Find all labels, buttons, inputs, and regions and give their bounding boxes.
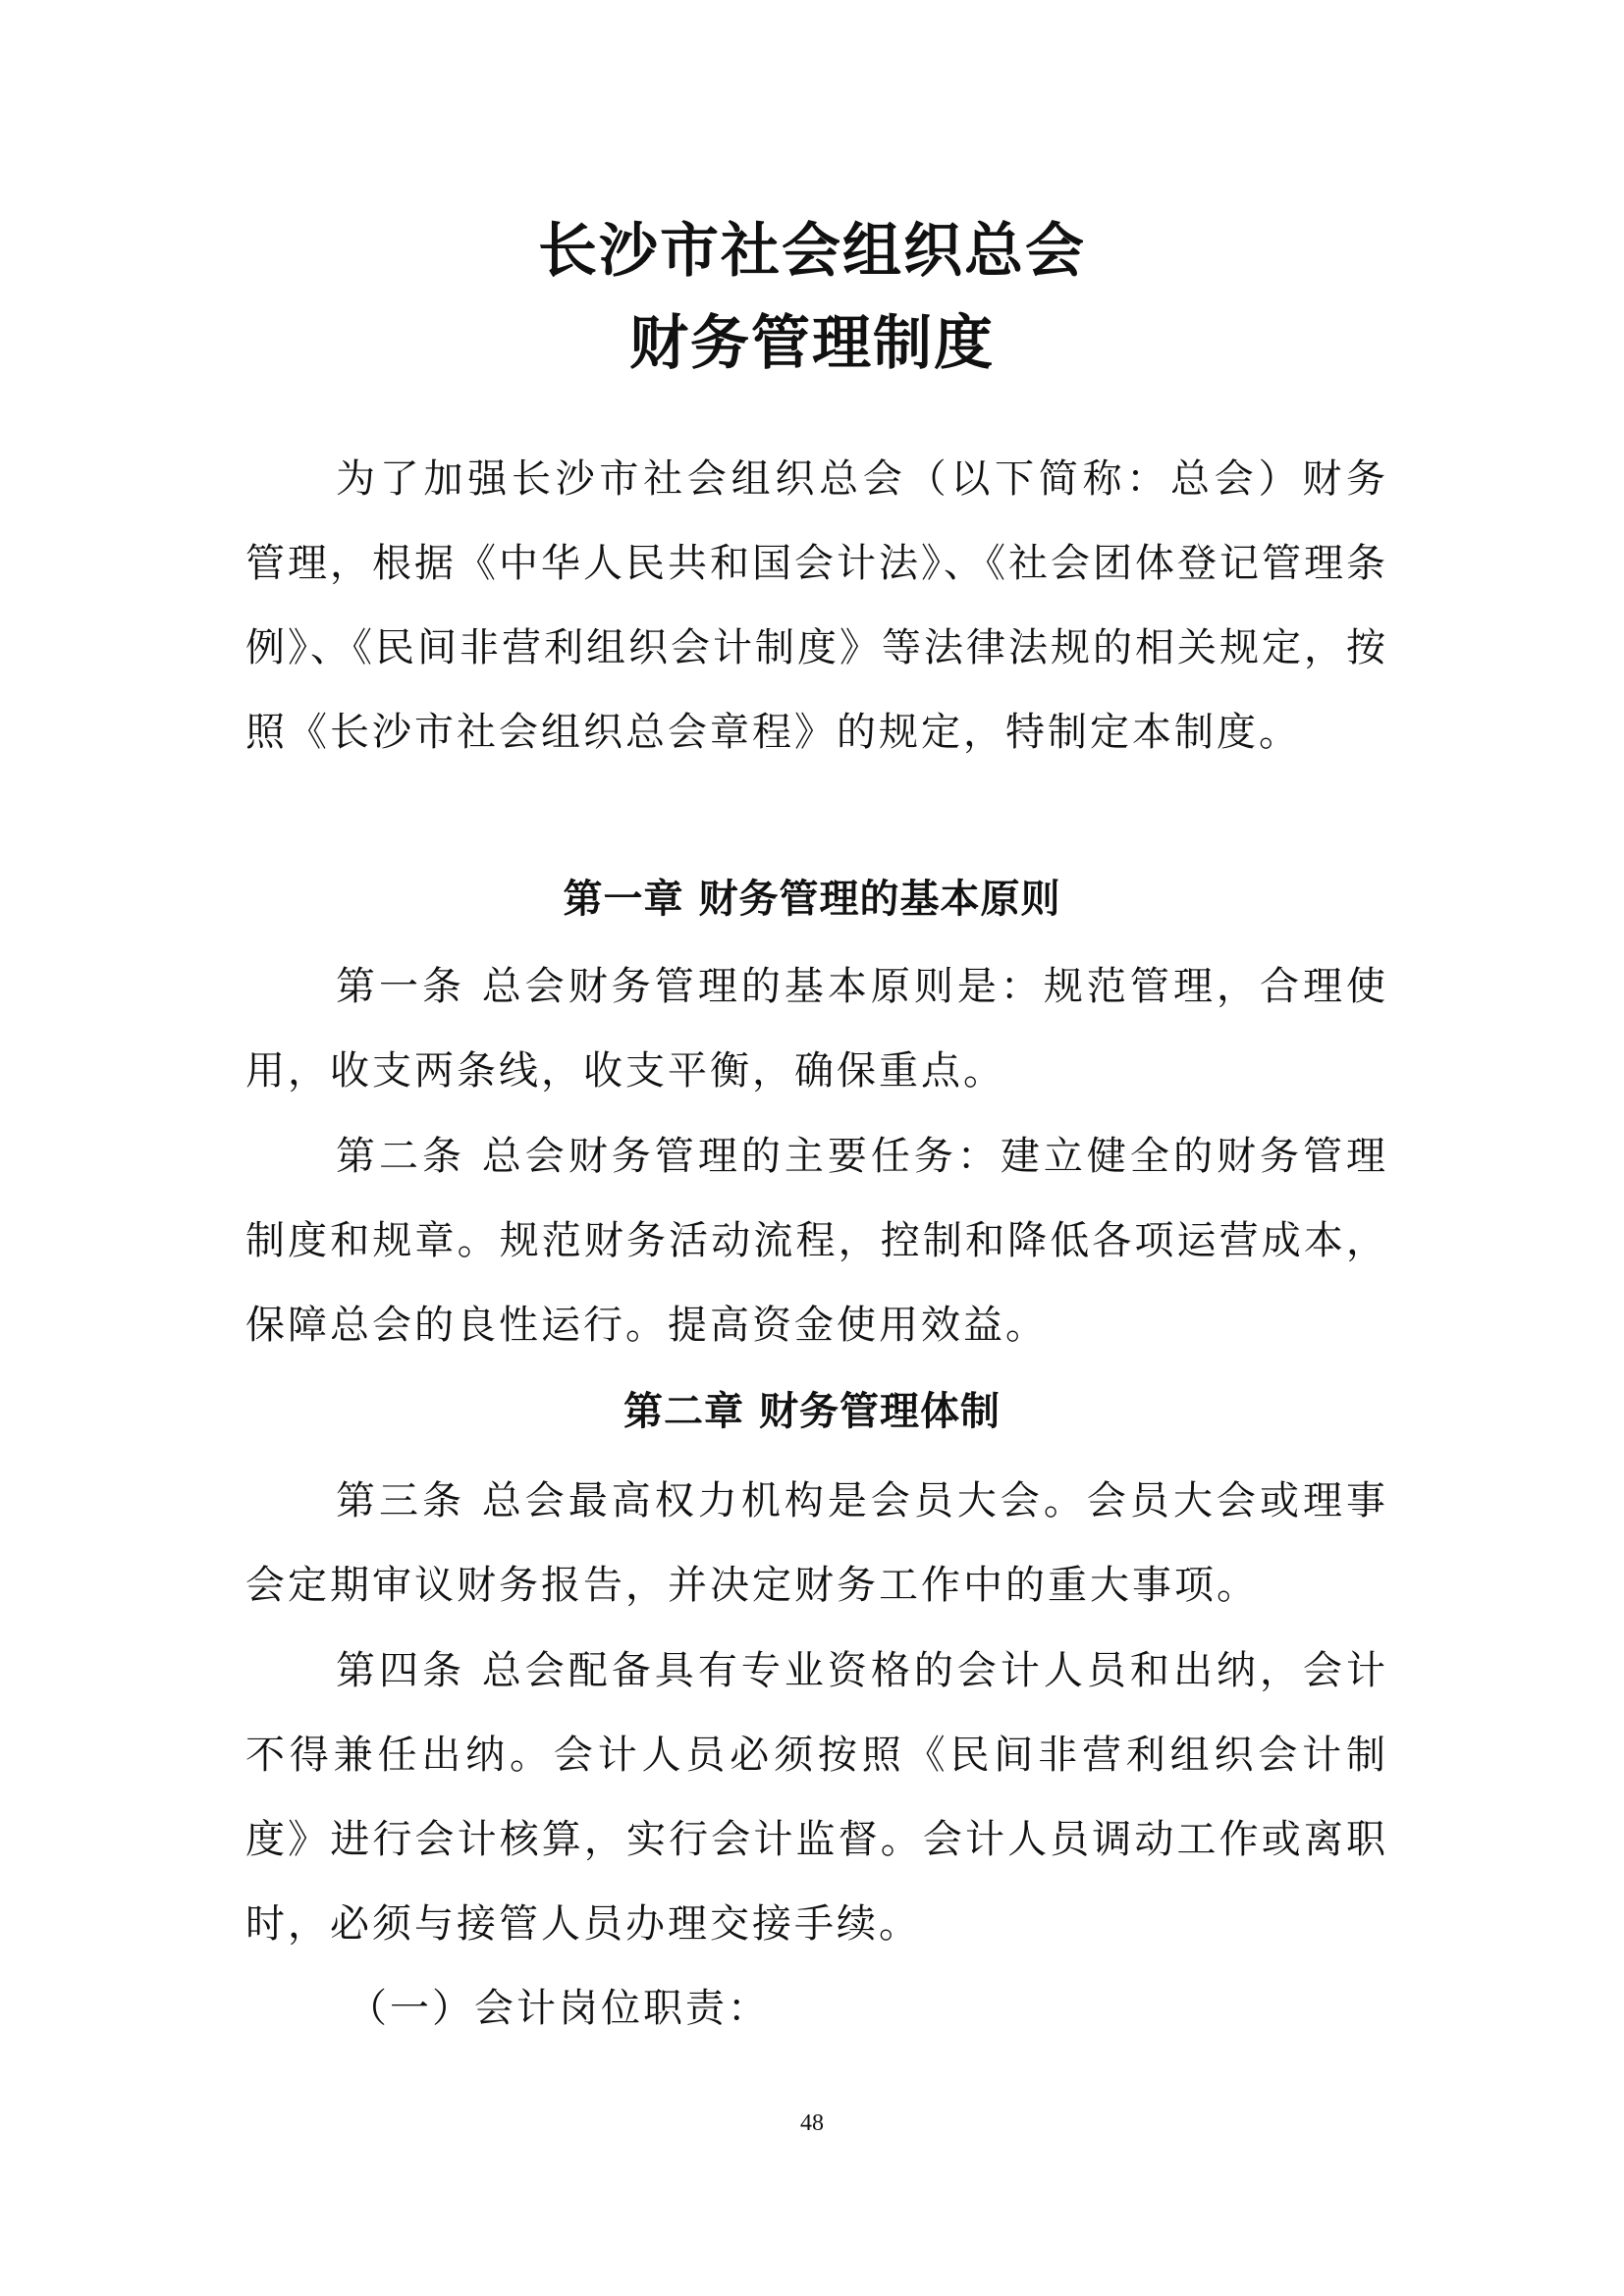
chapter-2-heading: 第二章 财务管理体制 [623, 1389, 1001, 1434]
chapter-1-heading: 第一章 财务管理的基本原则 [563, 877, 1061, 922]
article-2: 第二条 总会财务管理的主要任务：建立健全的财务管理制度和规章。规范财务活动流程，控制和降低各项运营成本，保障总会的良性运行。提高资金使用效益。 [245, 1134, 1388, 1348]
intro-paragraph: 为了加强长沙市社会组织总会（以下简称：总会）财务管理，根据《中华人民共和国会计法》、《社会团体登记管理条例》、《民间非营利组织会计制度》等法律法规的相关规定，按照《长沙市社会组织总会章程》的规定，特制定本制度。 [245, 456, 1388, 755]
document-title-line1: 长沙市社会组织总会 [538, 217, 1086, 286]
article-4: 第四条 总会配备具有专业资格的会计人员和出纳，会计不得兼任出纳。会计人员必须按照《民间非营利组织会计制度》进行会计核算，实行会计监督。会计人员调动工作或离职时，必须与接管人员办理交接手续。 [245, 1648, 1388, 1947]
subsection-heading: （一）会计岗位职责： [348, 1986, 770, 2031]
page-number: 48 [800, 2110, 824, 2136]
article-1: 第一条 总会财务管理的基本原则是：规范管理，合理使用，收支两条线，收支平衡，确保重点。 [245, 964, 1388, 1094]
article-3: 第三条 总会最高权力机构是会员大会。会员大会或理事会定期审议财务报告，并决定财务工作中的重大事项。 [245, 1478, 1388, 1608]
document-title-line2: 财务管理制度 [629, 309, 995, 378]
